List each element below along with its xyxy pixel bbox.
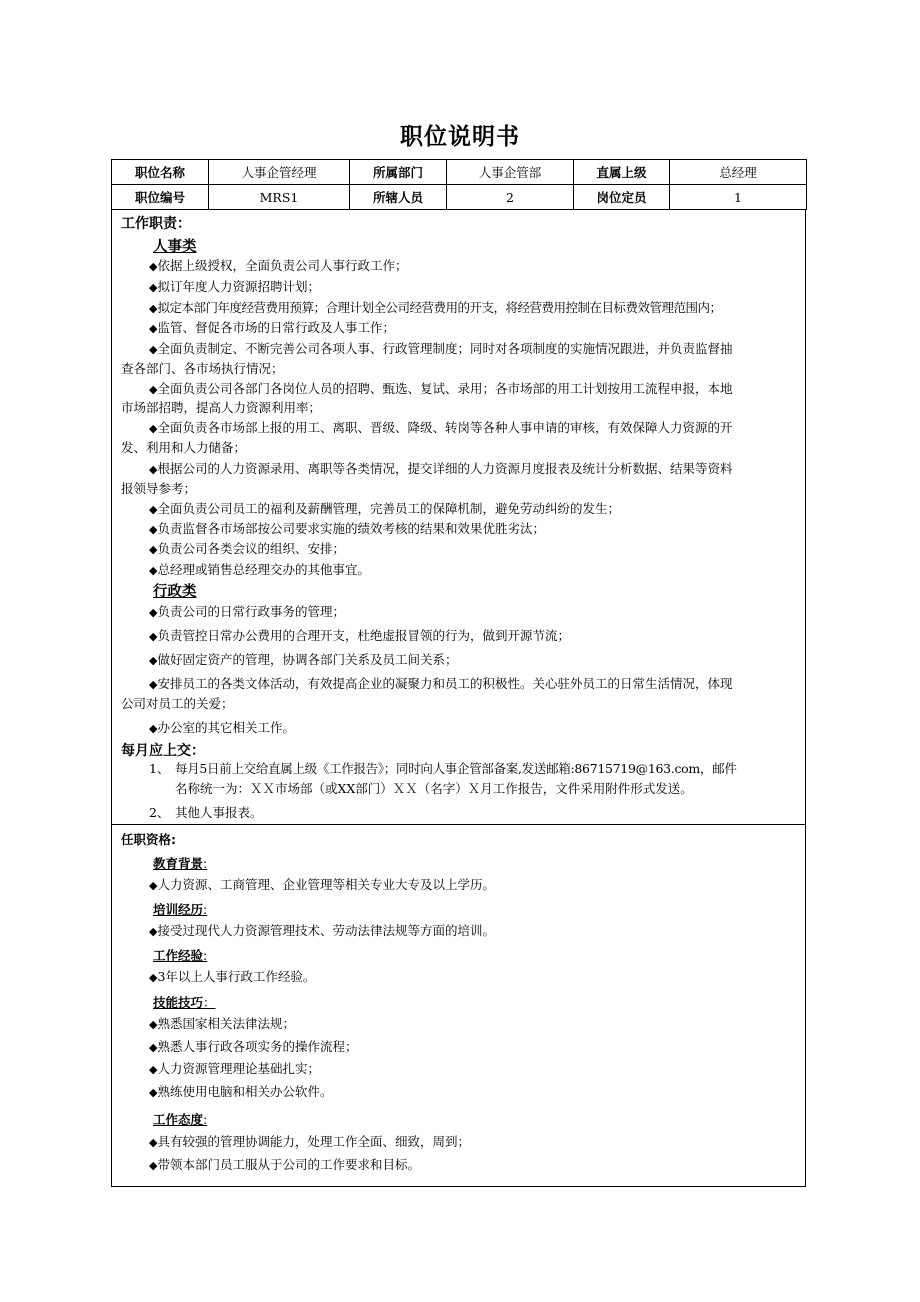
- admin-duty-1: ◆负责公司的日常行政事务的管理；: [149, 604, 345, 619]
- diamond-bullet-icon: ◆: [149, 606, 158, 619]
- admin-duty-3: ◆做好固定资产的管理，协调各部门关系及员工间关系；: [149, 652, 458, 667]
- hr-duty-6: ◆全面负责公司各部门各岗位人员的招聘、甄选、复试、录用；各市场部的用工计划按用工流程申报，本地: [149, 381, 733, 396]
- job-info-table: [111, 159, 807, 210]
- diamond-bullet-icon: ◆: [149, 322, 158, 335]
- job-code-value: MRS1: [209, 185, 350, 210]
- hr-duty-7-cont: 发、利用和人力储备；: [121, 440, 247, 455]
- job-title-label: 职位名称: [112, 160, 209, 185]
- diamond-bullet-icon: ◆: [149, 422, 158, 435]
- skills-item-1: ◆熟悉国家相关法律法规；: [149, 1016, 295, 1031]
- diamond-bullet-icon: ◆: [149, 722, 158, 735]
- admin-heading: 行政类: [153, 584, 197, 600]
- hr-duty-12: ◆总经理或销售总经理交办的其他事宜。: [149, 562, 370, 577]
- department-label: 所属部门: [350, 160, 447, 185]
- skills-item-2: ◆熟悉人事行政各项实务的操作流程；: [149, 1039, 358, 1054]
- hr-duty-5: ◆全面负责制定、不断完善公司各项人事、行政管理制度；同时对各项制度的实施情况跟进，并负责监督抽: [149, 341, 733, 356]
- skills-item-4: ◆熟练使用电脑和相关办公软件。: [149, 1084, 333, 1099]
- skills-heading: 技能技巧：: [153, 995, 216, 1010]
- admin-duty-5: ◆办公室的其它相关工作。: [149, 720, 295, 735]
- monthly-item-1-number: 1、: [149, 761, 170, 776]
- hr-duty-9: ◆全面负责公司员工的福利及薪酬管理，完善员工的保障机制，避免劳动纠纷的发生；: [149, 501, 620, 516]
- diamond-bullet-icon: ◆: [149, 564, 158, 577]
- diamond-bullet-icon: ◆: [149, 281, 158, 294]
- supervisor-label: 直属上级: [574, 160, 670, 185]
- training-item: ◆接受过现代人力资源管理技术、劳动法律法规等方面的培训。: [149, 923, 495, 938]
- supervisor-value: 总经理: [670, 160, 807, 185]
- job-code-label: 职位编号: [112, 185, 209, 210]
- table-row: [112, 185, 807, 210]
- diamond-bullet-icon: ◆: [149, 1086, 158, 1099]
- diamond-bullet-icon: ◆: [149, 630, 158, 643]
- monthly-item-2: 其他人事报表。: [175, 805, 263, 820]
- duties-heading: 工作职责：: [121, 216, 191, 232]
- diamond-bullet-icon: ◆: [149, 383, 158, 396]
- diamond-bullet-icon: ◆: [149, 543, 158, 556]
- attitude-item-1: ◆具有较强的管理协调能力，处理工作全面、细致，周到；: [149, 1134, 470, 1149]
- hr-duty-6-cont: 市场部招聘，提高人力资源利用率；: [121, 400, 322, 415]
- hr-duty-8: ◆根据公司的人力资源录用、离职等各类情况，提交详细的人力资源月度报表及统计分析数据、结果等资料: [149, 461, 733, 476]
- education-item: ◆人力资源、工商管理、企业管理等相关专业大专及以上学历。: [149, 877, 495, 892]
- hr-duty-2: ◆拟订年度人力资源招聘计划；: [149, 279, 320, 294]
- skills-item-3: ◆人力资源管理理论基础扎实；: [149, 1061, 320, 1076]
- diamond-bullet-icon: ◆: [149, 1159, 158, 1172]
- hr-duty-3: ◆拟定本部门年度经营费用预算；合理计划全公司经营费用的开支，将经营费用控制在目标费效管理范围内；: [149, 300, 722, 315]
- admin-duty-4-cont: 公司对员工的关爱；: [121, 696, 234, 711]
- department-value: 人事企管部: [447, 160, 574, 185]
- job-title-value: 人事企管经理: [209, 160, 350, 185]
- training-heading: 培训经历:: [153, 902, 208, 917]
- hr-duty-4: ◆监管、督促各市场的日常行政及人事工作；: [149, 320, 395, 335]
- diamond-bullet-icon: ◆: [149, 678, 158, 691]
- diamond-bullet-icon: ◆: [149, 879, 158, 892]
- monthly-item-1-cont: 名称统一为：ＸＸ市场部（或XX部门）ＸＸ（名字）Ｘ月工作报告，文件采用附件形式发送。: [175, 781, 693, 796]
- hr-duty-11: ◆负责公司各类会议的组织、安排；: [149, 541, 345, 556]
- monthly-item-1: 每月5日前上交给直属上级《工作报告》；同时向人事企管部备案,发送邮箱:86715719@163.com，邮件: [175, 761, 737, 776]
- hr-duty-7: ◆全面负责各市场部上报的用工、离职、晋级、降级、转岗等各种人事申请的审核，有效保障人力资源的开: [149, 420, 733, 435]
- diamond-bullet-icon: ◆: [149, 1136, 158, 1149]
- qualifications-heading: 任职资格:: [121, 832, 176, 847]
- headcount-label: 岗位定员: [574, 185, 670, 210]
- experience-item: ◆3年以上人事行政工作经验。: [149, 969, 316, 984]
- experience-heading: 工作经验:: [153, 948, 208, 963]
- hr-duty-1: ◆依据上级授权，全面负责公司人事行政工作；: [149, 258, 408, 273]
- staff-label: 所辖人员: [350, 185, 447, 210]
- diamond-bullet-icon: ◆: [149, 260, 158, 273]
- diamond-bullet-icon: ◆: [149, 503, 158, 516]
- diamond-bullet-icon: ◆: [149, 463, 158, 476]
- admin-duty-2: ◆负责管控日常办公费用的合理开支，杜绝虚报冒领的行为，做到开源节流；: [149, 628, 570, 643]
- diamond-bullet-icon: ◆: [149, 1063, 158, 1076]
- headcount-value: 1: [670, 185, 807, 210]
- diamond-bullet-icon: ◆: [149, 1041, 158, 1054]
- admin-duty-4: ◆安排员工的各类文体活动，有效提高企业的凝聚力和员工的积极性。关心驻外员工的日常生活情况，体现: [149, 676, 733, 691]
- diamond-bullet-icon: ◆: [149, 523, 158, 536]
- monthly-item-2-number: 2、: [149, 805, 170, 820]
- diamond-bullet-icon: ◆: [149, 925, 158, 938]
- education-heading: 教育背景:: [153, 856, 208, 871]
- hr-duty-5-cont: 查各部门、各市场执行情况；: [121, 361, 284, 376]
- monthly-heading: 每月应上交：: [121, 743, 205, 759]
- diamond-bullet-icon: ◆: [149, 343, 158, 356]
- hr-duty-8-cont: 报领导参考；: [121, 481, 197, 496]
- diamond-bullet-icon: ◆: [149, 1018, 158, 1031]
- diamond-bullet-icon: ◆: [149, 654, 158, 667]
- hr-duty-10: ◆负责监督各市场部按公司要求实施的绩效考核的结果和效果优胜劣汰；: [149, 521, 545, 536]
- diamond-bullet-icon: ◆: [149, 302, 158, 315]
- attitude-heading: 工作态度:: [153, 1112, 208, 1127]
- diamond-bullet-icon: ◆: [149, 971, 158, 984]
- page-title: 职位说明书: [400, 124, 520, 150]
- table-row: [112, 160, 807, 185]
- attitude-item-2: ◆带领本部门员工服从于公司的工作要求和目标。: [149, 1157, 420, 1172]
- hr-heading: 人事类: [153, 239, 197, 255]
- staff-value: 2: [447, 185, 574, 210]
